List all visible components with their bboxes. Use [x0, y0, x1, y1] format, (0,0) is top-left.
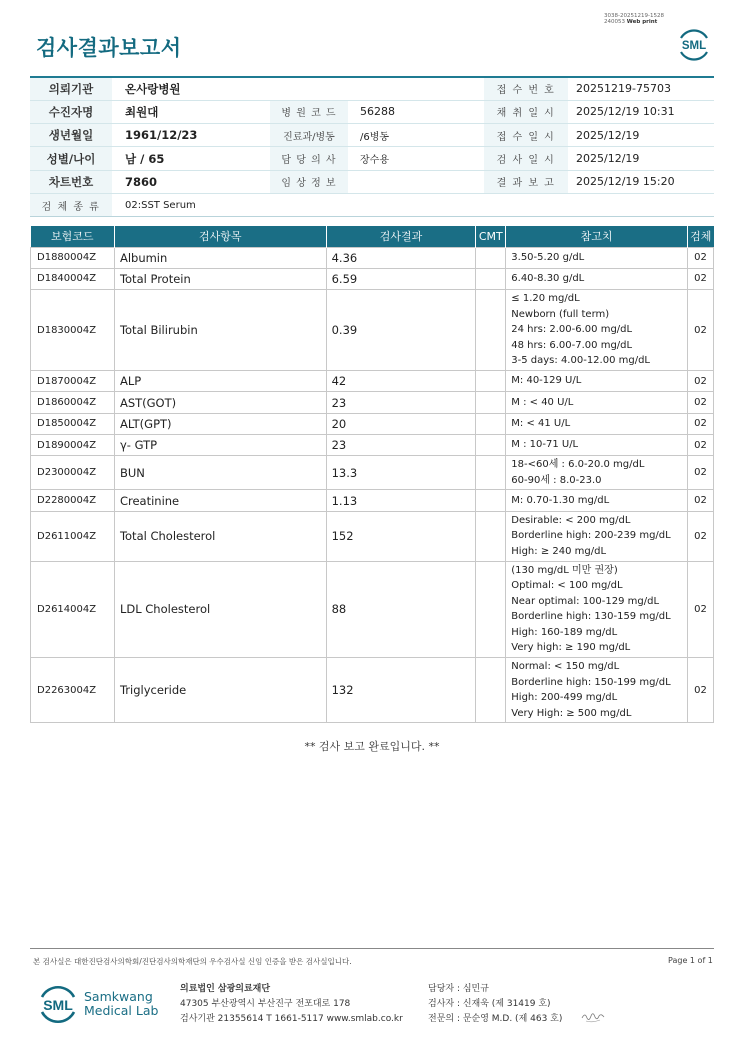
col-insurance-code: 보험코드 [31, 226, 115, 247]
cmt-cell [476, 371, 506, 392]
insurance-code-cell: D1870004Z [31, 371, 115, 392]
test-item-cell: ALP [114, 371, 326, 392]
reference-line: Very High: ≥ 500 mg/dL [511, 707, 632, 719]
org-contact: 검사기관 21355614 T 1661-5117 www.smlab.co.kr [180, 1014, 403, 1024]
label-birthdate: 생년월일 [30, 124, 112, 147]
specimen-cell: 02 [687, 658, 713, 723]
label-chart-no: 차트번호 [30, 170, 112, 193]
cmt-cell [476, 392, 506, 413]
result-row [31, 434, 714, 455]
value-patient-name: 최원대 [112, 100, 270, 123]
cmt-cell [476, 290, 506, 371]
result-cell: 1.13 [326, 490, 476, 511]
insurance-code-cell: D1860004Z [31, 392, 115, 413]
specimen-cell: 02 [687, 413, 713, 434]
test-item-cell: Triglyceride [114, 658, 326, 723]
info-row [30, 77, 714, 100]
result-cell: 42 [326, 371, 476, 392]
reference-line: M: 40-129 U/L [511, 375, 582, 387]
specimen-cell: 02 [687, 456, 713, 490]
label-department: 진료과/병동 [270, 124, 348, 147]
label-doctor: 담 당 의 사 [270, 147, 348, 170]
report-code-line2: 240053 Web print [604, 19, 658, 25]
lab-name-line2: Medical Lab [84, 1003, 159, 1018]
reference-cell [506, 456, 688, 490]
result-cell: 23 [326, 434, 476, 455]
staff-manager: 담당자 : 심민규 [428, 984, 489, 994]
reference-cell [506, 392, 688, 413]
result-row [31, 268, 714, 289]
results-header-row [31, 226, 714, 247]
col-test-item: 검사항목 [114, 226, 326, 247]
value-specimen-type: 02:SST Serum [112, 193, 714, 216]
result-row [31, 413, 714, 434]
col-result: 검사결과 [326, 226, 476, 247]
sml-logo [676, 26, 712, 62]
value-sex-age: 남 / 65 [112, 147, 270, 170]
lab-name-line1: Samkwang [84, 989, 153, 1004]
insurance-code-cell: D1850004Z [31, 413, 115, 434]
reference-line: 6.40-8.30 g/dL [511, 273, 585, 285]
page-title: 검사결과보고서 [36, 36, 182, 60]
organization-info [180, 982, 403, 1027]
test-item-cell: Total Bilirubin [114, 290, 326, 371]
result-cell: 152 [326, 511, 476, 561]
value-receipt-no: 20251219-75703 [568, 77, 714, 100]
value-chart-no: 7860 [112, 170, 270, 193]
reference-line: M: < 41 U/L [511, 418, 571, 429]
reference-line: 3.50-5.20 g/dL [511, 251, 585, 263]
info-row [30, 170, 714, 193]
test-item-cell: LDL Cholesterol [114, 561, 326, 658]
reference-line: High: ≥ 240 mg/dL [511, 545, 607, 557]
report-complete-note: ** 검사 보고 완료입니다. ** [304, 740, 440, 753]
reference-line: Borderline high: 150-199 mg/dL [511, 676, 671, 688]
reference-cell [506, 434, 688, 455]
cmt-cell [476, 456, 506, 490]
result-row [31, 561, 714, 658]
result-row [31, 371, 714, 392]
result-row [31, 490, 714, 511]
result-cell: 23 [326, 392, 476, 413]
label-report-time: 결 과 보 고 [484, 170, 568, 193]
label-specimen-type: 검 체 종 류 [30, 193, 112, 216]
specimen-cell: 02 [687, 392, 713, 413]
reference-line: Optimal: < 100 mg/dL [511, 580, 623, 592]
value-receipt-date: 2025/12/19 [568, 124, 714, 147]
test-item-cell: ALT(GPT) [114, 413, 326, 434]
reference-line: 48 hrs: 6.00-7.00 mg/dL [511, 339, 633, 351]
test-item-cell: Albumin [114, 247, 326, 268]
sml-footer-logo-text: SML [43, 997, 73, 1013]
result-cell: 13.3 [326, 456, 476, 490]
results-table [30, 226, 714, 723]
specimen-cell: 02 [687, 490, 713, 511]
value-doctor: 장수용 [348, 147, 484, 170]
value-test-date: 2025/12/19 [568, 147, 714, 170]
value-department: /6병동 [348, 124, 484, 147]
insurance-code-cell: D1840004Z [31, 268, 115, 289]
col-specimen: 검체 [687, 226, 713, 247]
reference-line: 3-5 days: 4.00-12.00 mg/dL [511, 355, 651, 367]
col-reference: 참고치 [506, 226, 688, 247]
footer-divider [30, 948, 714, 949]
label-hospital-code: 병 원 코 드 [270, 100, 348, 123]
reference-line: 18-<60세 : 6.0-20.0 mg/dL [511, 459, 645, 471]
insurance-code-cell: D2614004Z [31, 561, 115, 658]
label-requester: 의뢰기관 [30, 77, 112, 100]
reference-line: 60-90세 : 8.0-23.0 [511, 474, 602, 486]
cmt-cell [476, 658, 506, 723]
reference-line: Near optimal: 100-129 mg/dL [511, 595, 660, 607]
signature-icon [580, 1010, 606, 1024]
cmt-cell [476, 247, 506, 268]
specimen-cell: 02 [687, 434, 713, 455]
result-cell: 4.36 [326, 247, 476, 268]
cmt-cell [476, 511, 506, 561]
reference-cell [506, 490, 688, 511]
insurance-code-cell: D2263004Z [31, 658, 115, 723]
result-row [31, 247, 714, 268]
info-row [30, 147, 714, 170]
reference-cell [506, 413, 688, 434]
test-item-cell: Total Cholesterol [114, 511, 326, 561]
reference-cell [506, 561, 688, 658]
info-row [30, 100, 714, 123]
specimen-cell: 02 [687, 247, 713, 268]
reference-line: Borderline high: 200-239 mg/dL [511, 530, 671, 542]
reference-cell [506, 371, 688, 392]
reference-line: M: 0.70-1.30 mg/dL [511, 494, 610, 506]
reference-cell [506, 247, 688, 268]
reference-cell [506, 290, 688, 371]
reference-line: M : < 40 U/L [511, 396, 574, 408]
reference-line: (130 mg/dL 미만 권장) [511, 564, 618, 576]
insurance-code-cell: D1890004Z [31, 434, 115, 455]
label-sex-age: 성별/나이 [30, 147, 112, 170]
insurance-code-cell: D2280004Z [31, 490, 115, 511]
reference-line: High: 160-189 mg/dL [511, 626, 618, 638]
value-requester: 온사랑병원 [112, 77, 484, 100]
specimen-cell: 02 [687, 268, 713, 289]
reference-line: 24 hrs: 2.00-6.00 mg/dL [511, 324, 633, 336]
col-cmt: CMT [476, 226, 506, 247]
staff-tester: 검사자 : 신재욱 (제 31419 호) [428, 999, 551, 1009]
specimen-cell: 02 [687, 290, 713, 371]
value-report-time: 2025/12/19 15:20 [568, 170, 714, 193]
label-test-date: 검 사 일 시 [484, 147, 568, 170]
cmt-cell [476, 434, 506, 455]
cmt-cell [476, 490, 506, 511]
value-birthdate: 1961/12/23 [112, 124, 270, 147]
result-cell: 132 [326, 658, 476, 723]
result-row [31, 456, 714, 490]
result-cell: 88 [326, 561, 476, 658]
org-address: 47305 부산광역시 부산진구 전포대로 178 [180, 999, 351, 1009]
reference-line: Borderline high: 130-159 mg/dL [511, 611, 671, 623]
reference-cell [506, 511, 688, 561]
reference-line: Very high: ≥ 190 mg/dL [511, 642, 631, 654]
result-row [31, 290, 714, 371]
reference-cell [506, 268, 688, 289]
report-code-line1: 3038-20251219-1528 [604, 13, 664, 19]
label-clinical-info: 임 상 정 보 [270, 170, 348, 193]
reference-line: M : 10-71 U/L [511, 439, 579, 451]
certification-note: 본 검사실은 대한진단검사의학회/진단검사의학재단의 우수검사실 신임 인증을 받은 검사실입니다. [33, 957, 352, 966]
value-hospital-code: 56288 [348, 100, 484, 123]
cmt-cell [476, 413, 506, 434]
info-row [30, 193, 714, 216]
test-item-cell: Creatinine [114, 490, 326, 511]
staff-info [428, 982, 562, 1027]
label-collection-time: 채 취 일 시 [484, 100, 568, 123]
result-row [31, 392, 714, 413]
specimen-cell: 02 [687, 561, 713, 658]
label-receipt-date: 접 수 일 시 [484, 124, 568, 147]
staff-specialist: 전문의 : 문순영 M.D. (제 463 호) [428, 1014, 563, 1024]
reference-line: Newborn (full term) [511, 308, 610, 320]
insurance-code-cell: D2300004Z [31, 456, 115, 490]
test-item-cell: Total Protein [114, 268, 326, 289]
insurance-code-cell: D1880004Z [31, 247, 115, 268]
specimen-cell: 02 [687, 371, 713, 392]
reference-line: Normal: < 150 mg/dL [511, 661, 620, 673]
report-code [604, 13, 664, 25]
reference-line: ≤ 1.20 mg/dL [511, 293, 580, 305]
value-collection-time: 2025/12/19 10:31 [568, 100, 714, 123]
label-receipt-no: 접 수 번 호 [484, 77, 568, 100]
info-row [30, 124, 714, 147]
cmt-cell [476, 561, 506, 658]
test-item-cell: γ- GTP [114, 434, 326, 455]
sml-footer-logo [36, 982, 80, 1026]
result-cell: 0.39 [326, 290, 476, 371]
reference-line: High: 200-499 mg/dL [511, 692, 618, 704]
patient-info-table [30, 76, 714, 217]
cmt-cell [476, 268, 506, 289]
specimen-cell: 02 [687, 511, 713, 561]
result-cell: 20 [326, 413, 476, 434]
org-name: 의료법인 삼광의료재단 [180, 984, 271, 994]
insurance-code-cell: D1830004Z [31, 290, 115, 371]
page-number: Page 1 of 1 [668, 956, 713, 965]
test-item-cell: BUN [114, 456, 326, 490]
value-clinical-info [348, 170, 484, 193]
reference-cell [506, 658, 688, 723]
insurance-code-cell: D2611004Z [31, 511, 115, 561]
label-patient-name: 수진자명 [30, 100, 112, 123]
sml-logo-text: SML [681, 40, 707, 52]
result-row [31, 511, 714, 561]
reference-line: Desirable: < 200 mg/dL [511, 514, 631, 526]
test-item-cell: AST(GOT) [114, 392, 326, 413]
lab-name [84, 990, 158, 1018]
result-row [31, 658, 714, 723]
result-cell: 6.59 [326, 268, 476, 289]
